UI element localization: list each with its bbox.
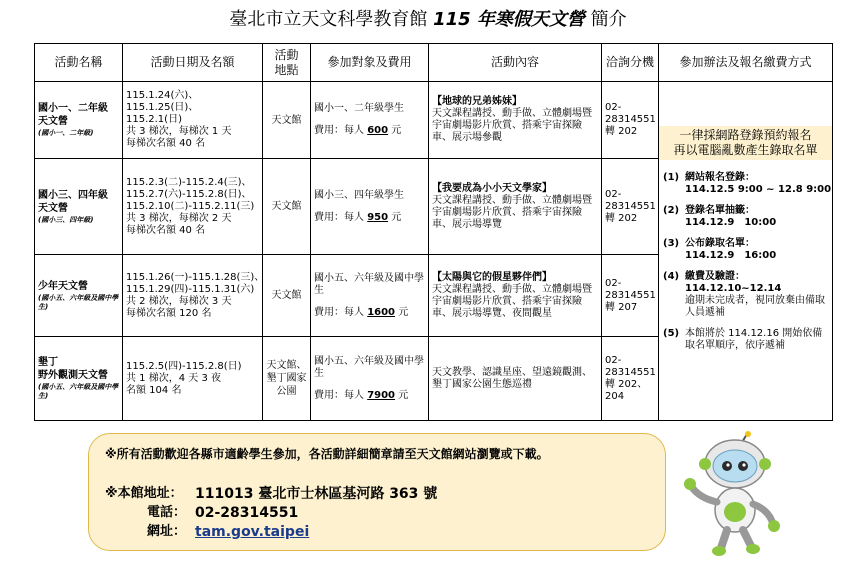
camp-content-cell (429, 255, 602, 337)
camp-name-cell (35, 159, 123, 255)
title-emphasis: 115 年寒假天文營 (433, 9, 585, 30)
fee-label: 費用：每人 (314, 389, 368, 401)
camp-audience: 國小五、六年級及國中學生 (314, 355, 424, 379)
registration-step (663, 271, 832, 319)
camp-audience-cell (311, 82, 429, 159)
camp-content-cell (429, 82, 602, 159)
table-header-row (35, 44, 833, 82)
camp-table (34, 43, 833, 421)
camp-name (38, 356, 119, 382)
title-suffix: 簡介 (584, 9, 627, 30)
camp-location: 天文館、墾丁國家公園 (263, 337, 311, 421)
camp-name-cell (35, 255, 123, 337)
camp-name-sub: (國小五、六年級及國中學生) (38, 383, 119, 400)
camp-location: 天文館 (263, 159, 311, 255)
date-line: 115.1.26(一)-115.1.28(三)、 (126, 271, 265, 283)
tel-line: 02- (605, 188, 622, 200)
date-line: 115.2.1(日) (126, 114, 182, 125)
camp-name-line2: 野外觀測天文營 (38, 370, 108, 381)
camp-tel-cell (602, 82, 659, 159)
date-line: 共 1 梯次，4 天 3 夜 (126, 372, 221, 384)
camp-content-cell (429, 159, 602, 255)
fee-amount: 1600 (367, 306, 396, 318)
tel-line: 28314551 (605, 366, 656, 378)
registration-step (663, 172, 832, 196)
step-detail: 逾期未完成者，視同放棄由備取人員遞補 (685, 295, 825, 318)
camp-location: 天文館 (263, 255, 311, 337)
content-body: 天文課程講授、動手做、立體劇場暨宇宙劇場影片欣賞、搭乘宇宙探險車、展示場導覽、夜間觀星 (432, 283, 592, 319)
date-line: 每梯次名額 40 名 (126, 138, 206, 149)
step-number: (4) (663, 271, 680, 282)
registration-note (659, 126, 832, 160)
content-body: 天文課程講授、動手做、立體劇場暨宇宙劇場影片欣賞、搭乘宇宙探險車、展示場導覽 (432, 194, 592, 230)
date-line: 115.2.10(二)-115.2.11(三) (126, 200, 255, 212)
page-title (0, 8, 856, 32)
notice-text: ※所有活動歡迎各縣市適齡學生參加，各活動詳細簡章請至天文館網站瀏覽或下載。 (105, 447, 549, 461)
camp-date-cell (123, 255, 263, 337)
fee-unit: 元 (388, 211, 402, 223)
camp-name (38, 189, 119, 215)
step-value: 114.12.9 10:00 (685, 217, 777, 228)
fee-label: 費用：每人 (314, 125, 368, 136)
registration-note-line2: 再以電腦亂數產生錄取名單 (673, 143, 818, 157)
header-location-line2: 地點 (274, 62, 299, 77)
camp-name-line2: 天文營 (38, 202, 68, 214)
header-location-line1: 活動 (274, 47, 299, 62)
tel-line: 28314551 (605, 114, 656, 125)
camp-tel-cell (602, 255, 659, 337)
step-value: 114.12.5 9:00 ~ 12.8 9:00 (685, 184, 832, 195)
date-line: 115.2.3(二)-115.2.4(三)、 (126, 176, 252, 188)
header-date: 活動日期及名額 (123, 44, 263, 82)
step-head: 登錄名單抽籤： (685, 205, 755, 216)
camp-name-line1: 國小一、二年級 (38, 103, 108, 114)
tel-line: 轉 202、204 (605, 378, 648, 402)
camp-audience-cell (311, 159, 429, 255)
tel-line: 02- (605, 102, 622, 113)
registration-step (663, 205, 832, 229)
header-location (263, 44, 311, 82)
tel-line: 轉 202 (605, 212, 638, 224)
content-body: 天文教學、認識星座、望遠鏡觀測、墾丁國家公園生態巡禮 (432, 366, 592, 390)
camp-content-cell (429, 337, 602, 421)
camp-name (38, 102, 119, 128)
registration-step (663, 238, 832, 262)
camp-name-line1: 少年天文營 (38, 280, 88, 292)
date-line: 共 3 梯次，每梯次 1 天 (126, 126, 232, 137)
date-line: 名額 104 名 (126, 384, 182, 396)
tel-line: 28314551 (605, 200, 656, 212)
camp-name-sub: (國小三、四年級) (38, 215, 94, 224)
registration-note-line1: 一律採網路登錄預約報名 (679, 128, 812, 142)
camp-date-cell (123, 82, 263, 159)
fee-label: 費用：每人 (314, 306, 368, 318)
camp-name-cell (35, 337, 123, 421)
registration-step (663, 328, 832, 352)
fee-unit: 元 (395, 306, 409, 318)
date-line: 每梯次名額 40 名 (126, 224, 206, 236)
camp-audience-cell (311, 255, 429, 337)
web-label: 網址： (147, 524, 187, 539)
fee-amount: 600 (367, 125, 389, 136)
header-tel: 洽詢分機 (602, 44, 659, 82)
camp-name-cell (35, 82, 123, 159)
step-value: 114.12.9 16:00 (685, 250, 777, 261)
step-number: (3) (663, 238, 680, 249)
address-value: 111013 臺北市士林區基河路 363 號 (195, 486, 438, 502)
date-line: 115.1.24(六)、115.1.25(日)、 (126, 90, 199, 113)
header-audience: 參加對象及費用 (311, 44, 429, 82)
content-title: 【太陽與它的假星夥伴們】 (432, 271, 552, 283)
camp-audience: 國小三、四年級學生 (314, 189, 404, 201)
fee-amount: 950 (367, 211, 389, 223)
fee-unit: 元 (388, 125, 402, 136)
camp-audience: 國小五、六年級及國中學生 (314, 272, 424, 296)
step-number: (1) (663, 172, 680, 183)
camp-location: 天文館 (263, 82, 311, 159)
content-title: 【我要成為小小天文學家】 (432, 182, 552, 194)
camp-name-line2: 天文營 (38, 116, 68, 127)
header-content: 活動內容 (429, 44, 602, 82)
camp-name-line1: 墾丁 (38, 357, 58, 368)
step-head: 網站報名登錄： (685, 172, 755, 183)
notice-box (88, 433, 666, 551)
phone-value: 02-28314551 (195, 505, 299, 521)
step-number: (2) (663, 205, 680, 216)
step-head: 公布錄取名單： (685, 238, 755, 249)
phone-label: 電話： (147, 505, 187, 520)
camp-date-cell (123, 337, 263, 421)
header-name: 活動名稱 (35, 44, 123, 82)
date-line: 115.2.5(四)-115.2.8(日) (126, 360, 242, 372)
tel-line: 28314551 (605, 289, 656, 301)
camp-tel-cell (602, 337, 659, 421)
registration-cell (659, 82, 833, 421)
robot-astronaut-mascot-icon (677, 430, 787, 560)
tel-line: 02- (605, 277, 622, 289)
camp-audience: 國小一、二年級學生 (314, 103, 404, 114)
camp-tel-cell (602, 159, 659, 255)
camp-fee (314, 212, 425, 224)
fee-unit: 元 (395, 389, 409, 401)
tel-line: 轉 207 (605, 301, 638, 313)
camp-date-cell (123, 159, 263, 255)
step-value: 114.12.10~12.14 (685, 283, 782, 294)
table-row (35, 82, 833, 159)
camp-name-line1: 國小三、四年級 (38, 189, 108, 201)
date-line: 共 2 梯次，每梯次 3 天 (126, 295, 232, 307)
camp-fee (314, 125, 425, 137)
camp-name-sub: (國小一、二年級) (38, 129, 94, 137)
tel-line: 轉 202 (605, 126, 638, 137)
date-line: 115.2.7(六)-115.2.8(日)、 (126, 188, 252, 200)
content-title: 【地球的兄弟姊妹】 (432, 96, 522, 107)
registration-steps (659, 172, 832, 352)
header-registration: 參加辦法及報名繳費方式 (659, 44, 833, 82)
fee-amount: 7900 (367, 389, 396, 401)
tel-line: 02- (605, 354, 622, 366)
content-body: 天文課程講授、動手做、立體劇場暨宇宙劇場影片欣賞、搭乘宇宙探險車、展示場參觀 (432, 108, 592, 143)
step-head: 繳費及驗證： (685, 271, 745, 282)
camp-fee (314, 390, 425, 402)
address-label: ※本館地址： (105, 486, 183, 501)
step-head: 本館將於 114.12.16 開始依備取名單順序，依序遞補 (685, 328, 823, 351)
camp-audience-cell (311, 337, 429, 421)
fee-label: 費用：每人 (314, 211, 368, 223)
website-link[interactable]: tam.gov.taipei (195, 524, 310, 540)
camp-fee (314, 307, 425, 319)
camp-name-sub: (國小五、六年級及國中學生) (38, 293, 119, 311)
step-number: (5) (663, 328, 680, 339)
camp-name (38, 280, 119, 293)
title-prefix: 臺北市立天文科學教育館 (229, 9, 434, 30)
date-line: 共 3 梯次，每梯次 2 天 (126, 212, 232, 224)
date-line: 每梯次名額 120 名 (126, 307, 212, 319)
date-line: 115.1.29(四)-115.1.31(六) (126, 283, 255, 295)
